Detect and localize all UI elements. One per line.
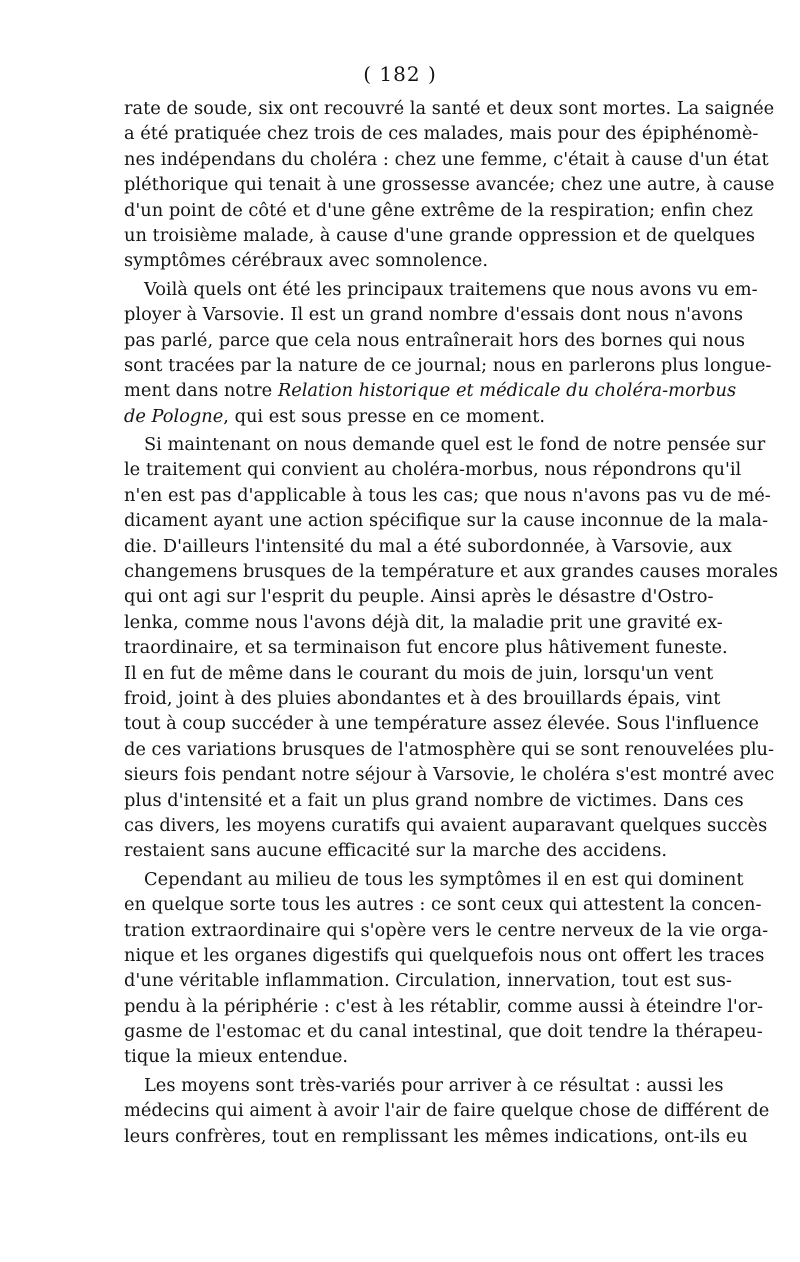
text-line: d'un point de côté et d'une gêne extrême de la respiration; enfin chez bbox=[124, 199, 754, 221]
text-line: ployer à Varsovie. Il est un grand nombre d'essais dont nous n'avons bbox=[124, 304, 743, 326]
text-line: traordinaire, et sa terminaison fut encore plus hâtivement funeste. bbox=[124, 637, 728, 659]
text-line: de Pologne, qui est sous presse en ce moment. bbox=[124, 405, 546, 427]
text-line: sieurs fois pendant notre séjour à Varsovie, le choléra s'est montré avec bbox=[124, 764, 775, 786]
text-line: restaient sans aucune efficacité sur la marche des accidens. bbox=[124, 840, 668, 862]
text-line: le traitement qui convient au choléra-morbus, nous répondrons qu'il bbox=[124, 459, 742, 481]
text-line: d'une véritable inflammation. Circulation, innervation, tout est sus- bbox=[124, 970, 732, 992]
text-line: gasme de l'estomac et du canal intestinal, que doit tendre la thérapeu- bbox=[124, 1021, 763, 1043]
text-line: leurs confrères, tout en remplissant les mêmes indications, ont-ils eu bbox=[124, 1125, 748, 1147]
text-line: de ces variations brusques de l'atmosphère qui se sont renouvelées plu- bbox=[124, 738, 775, 760]
text-line: Il en fut de même dans le courant du mois de juin, lorsqu'un vent bbox=[124, 662, 714, 684]
text-line: Les moyens sont très-variés pour arriver à ce résultat : aussi les bbox=[144, 1074, 724, 1096]
page-number: ( 182 ) bbox=[363, 62, 437, 86]
text-line: nique et les organes digestifs qui quelquefois nous ont offert les traces bbox=[124, 944, 765, 966]
text-line: a été pratiquée chez trois de ces malades, mais pour des épiphénomè- bbox=[124, 123, 759, 145]
text-line: Cependant au milieu de tous les symptômes il en est qui dominent bbox=[144, 868, 744, 890]
text-line: pléthorique qui tenait à une grossesse avancée; chez une autre, à cause bbox=[124, 174, 775, 196]
text-line: die. D'ailleurs l'intensité du mal a été subordonnée, à Varsovie, aux bbox=[124, 535, 732, 557]
text-line: Si maintenant on nous demande quel est le fond de notre pensée sur bbox=[144, 434, 766, 456]
text-line: pas parlé, parce que cela nous entraînerait hors des bornes qui nous bbox=[124, 329, 746, 351]
text-line: ment dans notre Relation historique et médicale du choléra-morbus bbox=[124, 380, 737, 402]
text-line: nes indépendans du choléra : chez une femme, c'était à cause d'un état bbox=[124, 148, 769, 170]
text-line: un troisième malade, à cause d'une grande oppression et de quelques bbox=[124, 224, 755, 246]
text-line: qui ont agi sur l'esprit du peuple. Ainsi après le désastre d'Ostro- bbox=[124, 586, 714, 608]
text-line: changemens brusques de la température et aux grandes causes morales bbox=[124, 561, 778, 583]
text-line: symptômes cérébraux avec somnolence. bbox=[124, 250, 488, 272]
text-line: en quelque sorte tous les autres : ce sont ceux qui attestent la concen- bbox=[124, 894, 762, 916]
text-line: dicament ayant une action spécifique sur la cause inconnue de la mala- bbox=[124, 510, 769, 532]
text-line: pendu à la périphérie : c'est à les rétablir, comme aussi à éteindre l'or- bbox=[124, 995, 764, 1017]
text-line: Voilà quels ont été les principaux traitemens que nous avons vu em- bbox=[144, 278, 758, 300]
text-line: rate de soude, six ont recouvré la santé et deux sont mortes. La saignée bbox=[124, 98, 775, 119]
text-line: n'en est pas d'applicable à tous les cas; que nous n'avons pas vu de mé- bbox=[124, 484, 771, 506]
text-line: sont tracées par la nature de ce journal; nous en parlerons plus longue- bbox=[124, 354, 772, 376]
text-line: médecins qui aiment à avoir l'air de faire quelque chose de différent de bbox=[124, 1100, 770, 1122]
text-line: tration extraordinaire qui s'opère vers le centre nerveux de la vie orga- bbox=[124, 919, 769, 941]
text-line: froid, joint à des pluies abondantes et à des brouillards épais, vint bbox=[124, 687, 721, 709]
text-line: plus d'intensité et a fait un plus grand nombre de victimes. Dans ces bbox=[124, 789, 744, 811]
text-line: lenka, comme nous l'avons déjà dit, la maladie prit une gravité ex- bbox=[124, 611, 723, 633]
text-line: tique la mieux entendue. bbox=[124, 1046, 349, 1068]
text-line: cas divers, les moyens curatifs qui avaient auparavant quelques succès bbox=[124, 814, 768, 836]
text-line: tout à coup succéder à une température assez élevée. Sous l'influence bbox=[124, 713, 759, 735]
body-text bbox=[124, 96, 778, 1149]
